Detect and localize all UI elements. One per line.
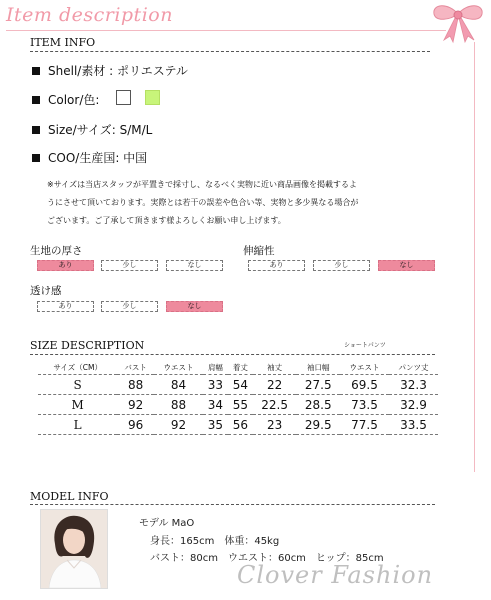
thickness-option-none: なし <box>166 260 223 271</box>
column-header: ウエスト <box>340 360 389 375</box>
table-cell: 84 <box>154 375 203 395</box>
table-cell: 69.5 <box>340 375 389 395</box>
table-cell: 55 <box>228 395 253 415</box>
shell-material: Shell/素材 : ポリエステル <box>48 64 188 78</box>
sheer-label: 透け感 <box>30 285 62 297</box>
brand-watermark: Clover Fashion <box>237 561 434 589</box>
size-description-divider <box>30 354 435 355</box>
sizing-note-line: うにさせて頂いております。実際とは若干の誤差や色合い等、実物と多少異なる場合が <box>47 198 359 207</box>
item-info-divider <box>30 51 430 52</box>
thickness-option-yes: あり <box>37 260 94 271</box>
table-cell: 77.5 <box>340 415 389 435</box>
table-cell: 22 <box>253 375 297 395</box>
table-cell: 88 <box>154 395 203 415</box>
column-header: 袖口幅 <box>296 360 340 375</box>
sheer-option-yes: あり <box>37 301 94 312</box>
stretch-option-none: なし <box>378 260 435 271</box>
column-header: ウエスト <box>154 360 203 375</box>
column-header: 袖丈 <box>253 360 297 375</box>
model-info-heading: MODEL INFO <box>30 490 109 503</box>
table-cell: 28.5 <box>296 395 340 415</box>
size-list: Size/サイズ: S/M/L <box>48 123 153 137</box>
stretch-option-some: 少し <box>313 260 370 271</box>
table-cell: 32.3 <box>389 375 438 395</box>
column-header: 着丈 <box>228 360 253 375</box>
table-cell: 33 <box>203 375 228 395</box>
shorts-note: ショートパンツ <box>344 342 386 349</box>
bullet-icon <box>32 126 40 134</box>
size-description-heading: SIZE DESCRIPTION <box>30 339 145 352</box>
sizing-note-line: ※サイズは当店スタッフが平置きで採寸し、なるべく実物に近い商品画像を掲載するよ <box>47 180 358 189</box>
table-cell: 32.9 <box>389 395 438 415</box>
thickness-label: 生地の厚さ <box>30 245 83 257</box>
model-height-weight: 身長：165cm 体重：45kg <box>150 536 280 547</box>
country-of-origin: COO/生産国: 中国 <box>48 151 148 165</box>
size-cell: S <box>38 375 117 395</box>
stretch-option-yes: あり <box>248 260 305 271</box>
model-info-divider <box>30 504 435 505</box>
item-info-heading: ITEM INFO <box>30 36 96 49</box>
color-swatch-white <box>116 90 131 105</box>
sheer-option-some: 少し <box>101 301 158 312</box>
size-table <box>38 360 438 435</box>
table-cell: 92 <box>154 415 203 435</box>
column-header: バスト <box>117 360 154 375</box>
model-measurements: バスト：80cm ウエスト：60cm ヒップ：85cm <box>150 553 384 564</box>
table-cell: 34 <box>203 395 228 415</box>
model-photo <box>40 509 108 589</box>
size-table-header <box>38 360 438 375</box>
bullet-icon <box>32 96 40 104</box>
sizing-note-line: ございます。ご了承して頂きます様よろしくお願い申し上げます。 <box>47 216 286 225</box>
table-cell: 88 <box>117 375 154 395</box>
table-cell: 54 <box>228 375 253 395</box>
table-row <box>38 415 438 435</box>
color-label: Color/色: <box>48 93 100 107</box>
stretch-label: 伸縮性 <box>243 245 275 257</box>
table-row <box>38 375 438 395</box>
table-cell: 29.5 <box>296 415 340 435</box>
header-divider <box>6 30 446 31</box>
table-cell: 23 <box>253 415 297 435</box>
table-cell: 96 <box>117 415 154 435</box>
table-row <box>38 395 438 415</box>
size-cell: L <box>38 415 117 435</box>
table-cell: 33.5 <box>389 415 438 435</box>
sheer-option-none: なし <box>166 301 223 312</box>
sizing-note <box>47 176 449 230</box>
size-cell: M <box>38 395 117 415</box>
table-cell: 92 <box>117 395 154 415</box>
column-header: 肩幅 <box>203 360 228 375</box>
page-title: Item description <box>6 4 173 26</box>
bullet-icon <box>32 154 40 162</box>
table-cell: 35 <box>203 415 228 435</box>
table-cell: 73.5 <box>340 395 389 415</box>
table-cell: 27.5 <box>296 375 340 395</box>
right-border-line <box>474 42 475 472</box>
column-header: パンツ丈 <box>389 360 438 375</box>
bullet-icon <box>32 67 40 75</box>
table-cell: 56 <box>228 415 253 435</box>
column-header: サイズ（CM） <box>38 360 117 375</box>
color-swatch-lime <box>145 90 160 105</box>
ribbon-bow-icon <box>426 0 491 44</box>
model-name: モデル MaO <box>139 518 195 529</box>
thickness-option-some: 少し <box>101 260 158 271</box>
table-cell: 22.5 <box>253 395 297 415</box>
